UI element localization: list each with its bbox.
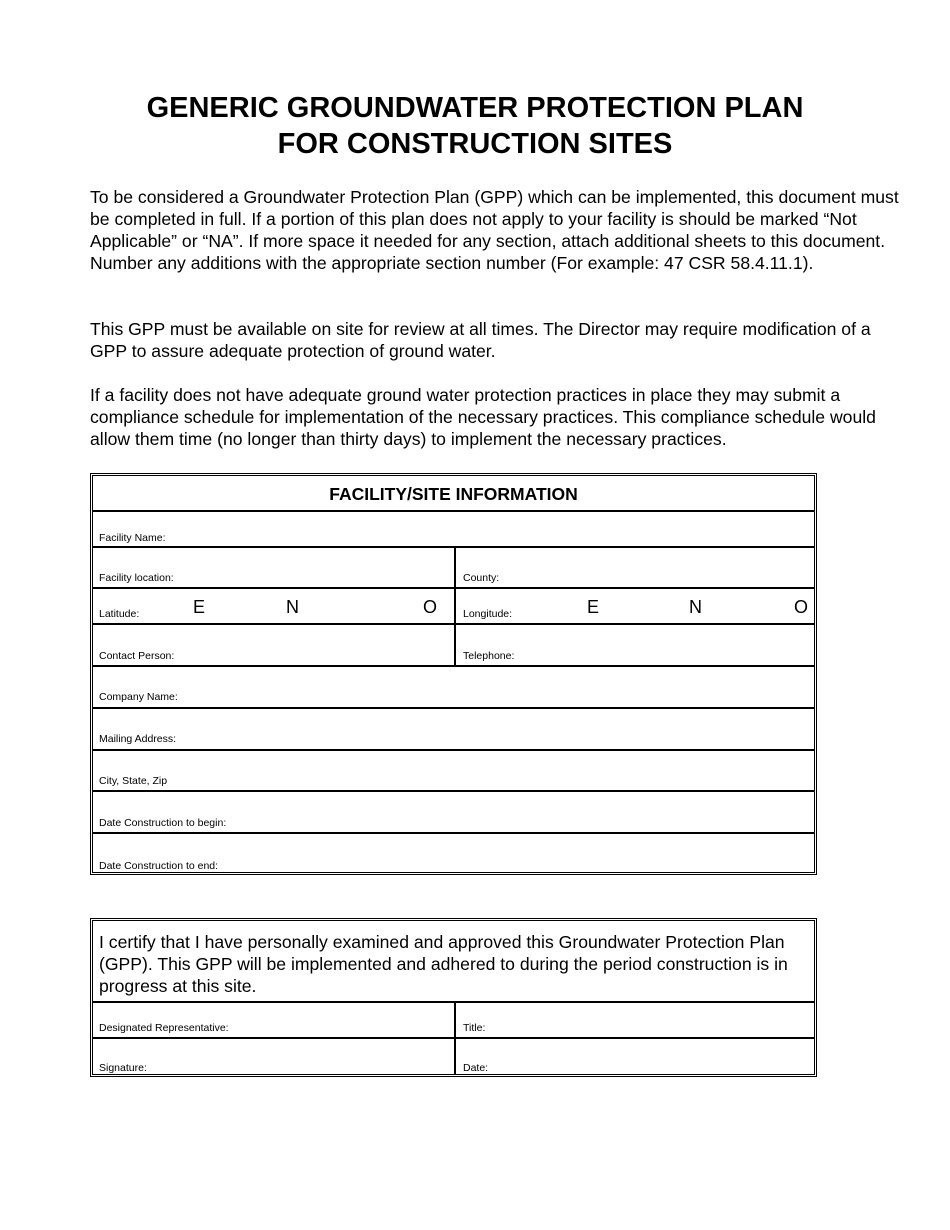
latitude-o-marker: O bbox=[423, 597, 438, 617]
date-begin-label: Date Construction to begin: bbox=[99, 817, 227, 829]
city-state-zip-row[interactable] bbox=[93, 749, 814, 791]
date-begin-row[interactable] bbox=[93, 790, 814, 833]
county-field[interactable] bbox=[454, 548, 814, 588]
latitude-n-marker: N bbox=[286, 597, 299, 617]
telephone-label: Telephone: bbox=[463, 650, 515, 662]
telephone-field[interactable] bbox=[454, 625, 814, 666]
contact-row bbox=[93, 623, 814, 666]
certification-form bbox=[90, 918, 817, 1077]
facility-info-form bbox=[90, 473, 817, 875]
contact-person-label: Contact Person: bbox=[99, 650, 175, 662]
facility-location-row bbox=[93, 546, 814, 588]
date-field[interactable] bbox=[454, 1039, 814, 1074]
intro-paragraph-2: This GPP must be available on site for review at all times. The Director may require modification of a GPP to assure adequate protection of ground water. bbox=[90, 319, 871, 361]
contact-person-field[interactable] bbox=[93, 625, 455, 666]
certification-statement-row bbox=[93, 921, 814, 1003]
facility-location-field[interactable] bbox=[93, 548, 455, 588]
designated-representative-field[interactable] bbox=[93, 1003, 455, 1038]
title-label: Title: bbox=[463, 1022, 486, 1034]
signature-field[interactable] bbox=[93, 1039, 455, 1074]
designated-representative-label: Designated Representative: bbox=[99, 1022, 229, 1034]
company-name-label: Company Name: bbox=[99, 691, 178, 703]
latitude-label: Latitude: bbox=[99, 608, 140, 620]
title-field[interactable] bbox=[454, 1003, 814, 1038]
facility-location-label: Facility location: bbox=[99, 572, 174, 584]
longitude-o-marker: O bbox=[794, 597, 809, 617]
facility-form-header bbox=[93, 476, 814, 512]
latitude-field[interactable] bbox=[93, 589, 455, 624]
city-state-zip-label: City, State, Zip bbox=[99, 775, 168, 787]
latitude-e-marker: E bbox=[193, 597, 206, 617]
longitude-label: Longitude: bbox=[463, 608, 513, 620]
date-end-label: Date Construction to end: bbox=[99, 860, 219, 872]
certification-statement: I certify that I have personally examined and approved this Groundwater Protection Plan (GPP). This GPP will be implemented and adhered to during the period construction is in progress at this site. bbox=[99, 932, 788, 996]
longitude-e-marker: E bbox=[587, 597, 600, 617]
longitude-n-marker: N bbox=[689, 597, 702, 617]
title-line-2: FOR CONSTRUCTION SITES bbox=[277, 128, 673, 160]
facility-section-heading: FACILITY/SITE INFORMATION bbox=[329, 484, 578, 504]
coordinates-row bbox=[93, 587, 814, 624]
mailing-address-row[interactable] bbox=[93, 707, 814, 749]
document-title bbox=[0, 90, 950, 162]
intro-paragraph-1: To be considered a Groundwater Protection Plan (GPP) which can be implemented, this document must be completed in full. If a portion of this plan does not apply to your facility is should be marked “Not Applicable” or “NA”. If more space it needed for any section, attach additional sheets to this document. Number any additions with the appropriate section number (For example: 47 CSR 58.4.11.1). bbox=[90, 187, 899, 273]
longitude-field[interactable] bbox=[454, 589, 814, 624]
title-line-1: GENERIC GROUNDWATER PROTECTION PLAN bbox=[146, 92, 804, 124]
representative-row bbox=[93, 1001, 814, 1038]
intro-paragraph-3: If a facility does not have adequate ground water protection practices in place they may submit a compliance schedule for implementation of the necessary practices. This compliance schedule would allow them time (no longer than thirty days) to implement the necessary practices. bbox=[90, 385, 876, 449]
date-label: Date: bbox=[463, 1062, 489, 1074]
signature-label: Signature: bbox=[99, 1062, 147, 1074]
date-end-row[interactable] bbox=[93, 832, 814, 872]
facility-name-row[interactable] bbox=[93, 510, 814, 548]
county-label: County: bbox=[463, 572, 500, 584]
company-name-row[interactable] bbox=[93, 665, 814, 707]
facility-name-label: Facility Name: bbox=[99, 532, 166, 544]
signature-row bbox=[93, 1037, 814, 1074]
mailing-address-label: Mailing Address: bbox=[99, 733, 177, 745]
